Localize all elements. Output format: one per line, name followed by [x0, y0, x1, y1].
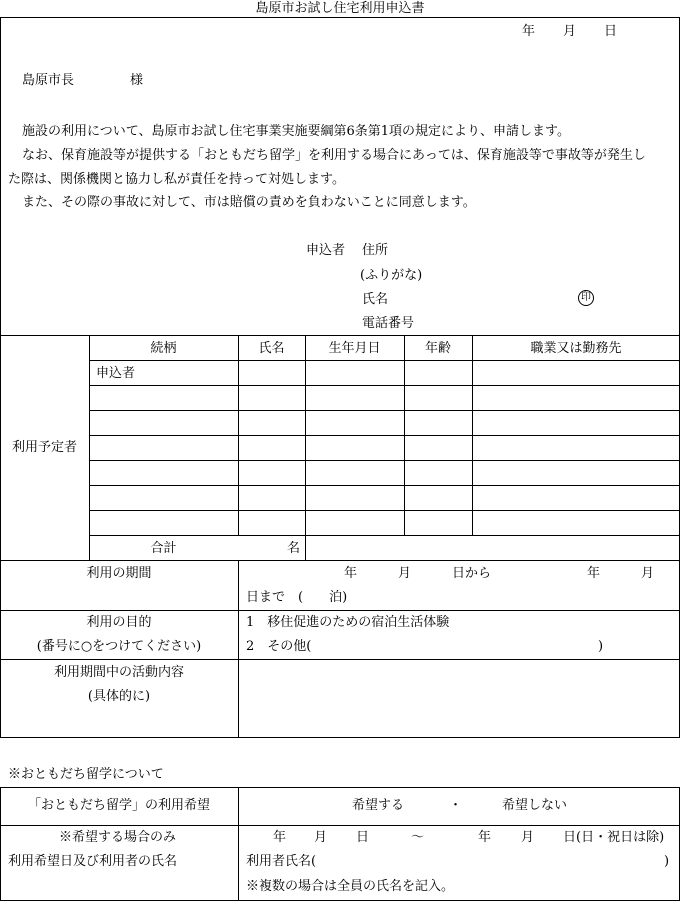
table-row-line — [89, 535, 680, 536]
applicant-phone-label: 電話番号 — [362, 316, 415, 331]
otomodachi-user-name-label: 利用者氏名( — [246, 854, 317, 869]
otomodachi-day-2: 日(日・祝日は除) — [563, 830, 665, 845]
total-unit: 名 — [287, 541, 301, 556]
otomodachi-section-title: ※おともだち留学について — [8, 767, 164, 782]
otomodachi-month-1: 月 — [314, 830, 328, 845]
divider-purpose-bottom — [0, 659, 680, 660]
divider-users-bottom — [0, 560, 680, 561]
activity-label: 利用期間中の活動内容 — [53, 665, 184, 680]
otomodachi-wish-label: 「おともだち留学」の利用希望 — [27, 798, 210, 813]
table-col-line — [238, 335, 239, 535]
date-day: 日 — [604, 24, 618, 39]
seal-icon — [578, 290, 594, 306]
otomodachi-dot: ・ — [449, 798, 463, 813]
purpose-option-2-close: ) — [598, 639, 604, 654]
period-year-2: 年 — [587, 566, 601, 581]
otomodachi-month-2: 月 — [521, 830, 535, 845]
label-col-line — [238, 560, 239, 737]
period-label: 利用の期間 — [86, 566, 152, 581]
table-col-line — [89, 335, 90, 560]
addressee-honorific: 様 — [130, 73, 144, 88]
otomodachi-year-2: 年 — [478, 830, 492, 845]
purpose-note: (番号に○をつけてください) — [36, 639, 202, 654]
otomodachi-only-if-label: ※希望する場合のみ — [59, 830, 177, 845]
period-day-from: 日から — [452, 566, 492, 581]
otomodachi-col-line — [238, 787, 239, 901]
frame-left-line — [0, 17, 1, 738]
applicant-furigana-label: (ふりがな) — [360, 268, 423, 283]
otomodachi-day-1: 日 — [356, 830, 370, 845]
table-row-line — [89, 510, 680, 511]
period-month-1: 月 — [398, 566, 412, 581]
otomodachi-year-1: 年 — [273, 830, 287, 845]
body-line-4: また、その際の事故に対して、市は賠償の責めを負わないことに同意します。 — [22, 195, 476, 210]
body-line-3: た際は、関係機関と協力し私が責任を持って対処します。 — [8, 172, 345, 187]
seal-label: 印 — [581, 292, 591, 303]
table-col-line — [472, 335, 473, 535]
table-col-line — [305, 335, 306, 560]
otomodachi-wish-yes: 希望する — [352, 798, 405, 813]
header-name: 氏名 — [258, 341, 285, 356]
table-col-line — [404, 335, 405, 535]
date-year: 年 — [522, 24, 536, 39]
period-month-2: 月 — [641, 566, 655, 581]
otomodachi-tilde: ～ — [411, 830, 425, 845]
page-title: 島原市お試し住宅利用申込書 — [255, 1, 425, 16]
total-label: 合計 — [150, 541, 177, 556]
addressee-name: 島原市長 — [22, 73, 75, 88]
table-row-line — [89, 460, 680, 461]
header-relation: 続柄 — [150, 341, 177, 356]
otomodachi-multi-note: ※複数の場合は全員の氏名を記入。 — [246, 879, 455, 894]
table-header-bottom — [89, 360, 680, 361]
table-row-line — [89, 385, 680, 386]
purpose-option-2: 2 その他( — [246, 639, 312, 654]
body-line-1: 施設の利用について、島原市お試し住宅事業実施要綱第6条第1項の規定により、申請します。 — [22, 124, 570, 139]
body-line-2: なお、保育施設等が提供する「おともだち留学」を利用する場合にあっては、保育施設等で事故等が発生し — [22, 148, 646, 163]
otomodachi-divider — [0, 825, 680, 826]
purpose-option-1: 1 移住促進のための宿泊生活体験 — [246, 615, 450, 630]
frame-top-line — [0, 17, 680, 18]
divider-applicant-bottom — [0, 335, 680, 336]
frame-bottom-line — [0, 737, 680, 738]
divider-period-bottom — [0, 610, 680, 611]
otomodachi-frame-top — [0, 787, 680, 788]
activity-note: (具体的に) — [87, 689, 151, 704]
table-row-line — [89, 435, 680, 436]
applicant-address-label: 住所 — [362, 243, 389, 258]
header-birthdate: 生年月日 — [328, 341, 381, 356]
purpose-label: 利用の目的 — [86, 615, 152, 630]
users-section-label: 利用予定者 — [11, 440, 77, 455]
header-age: 年齢 — [424, 341, 451, 356]
table-row-line — [89, 485, 680, 486]
period-day-to: 日まで ( 泊) — [246, 590, 348, 605]
otomodachi-wish-no: 希望しない — [502, 798, 568, 813]
date-month: 月 — [563, 24, 577, 39]
otomodachi-user-name-close: ) — [664, 854, 670, 869]
header-occupation: 職業又は勤務先 — [530, 341, 622, 356]
otomodachi-dates-label: 利用希望日及び利用者の氏名 — [8, 854, 178, 869]
table-row-line — [89, 410, 680, 411]
applicant-name-label: 氏名 — [362, 292, 389, 307]
applicant-label: 申込者 — [306, 243, 346, 258]
period-year-1: 年 — [344, 566, 358, 581]
first-row-applicant: 申込者 — [96, 366, 136, 381]
